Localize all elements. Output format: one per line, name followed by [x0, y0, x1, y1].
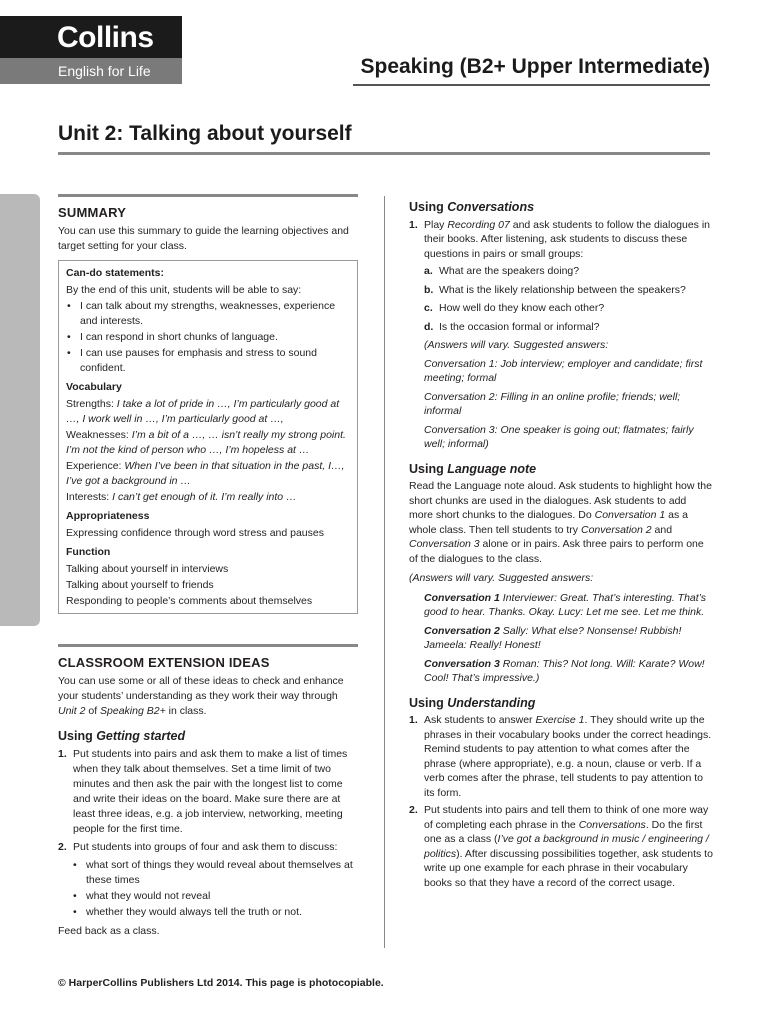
- appropriateness-text: Expressing confidence through word stress and pauses: [66, 527, 324, 539]
- intro-text: of: [85, 705, 101, 717]
- column-divider: [384, 196, 385, 948]
- question-letter: c.: [424, 302, 433, 314]
- vocab-text: I can’t get enough of it. I’m really into …: [112, 491, 297, 503]
- item-text: Put students into pairs and tell them to think of one more way of completing each phrase in the: [424, 804, 709, 831]
- note-text: and: [651, 523, 673, 536]
- language-answer: [409, 657, 713, 686]
- item-text: Play: [424, 218, 448, 231]
- unit-title: Unit 2: Talking about yourself: [58, 122, 352, 145]
- answer-item: [409, 423, 713, 452]
- answer-text: Sally: What else? Nonsense! Rubbish! Jameela: Really! Honest!: [424, 624, 682, 651]
- vocab-label: Weaknesses:: [66, 429, 132, 441]
- getting-started-item-1: [58, 747, 358, 837]
- vocab-label: Strengths:: [66, 398, 117, 410]
- vocab-label: Experience:: [66, 460, 125, 472]
- intro-unit: Unit 2: [58, 705, 86, 717]
- question-text: What are the speakers doing?: [439, 265, 580, 277]
- appropriateness-heading: Appropriateness: [66, 510, 150, 522]
- summary-intro: You can use this summary to guide the learning objectives and target setting for your class.: [58, 225, 349, 252]
- right-column: [409, 200, 713, 893]
- item-text: and ask students to follow the dialogues in their books. After listening, ask students to discuss these questions in pairs or small groups:: [424, 218, 711, 260]
- conversations-item-1: [409, 218, 713, 262]
- item-number: 2.: [409, 804, 418, 816]
- item-number: 1.: [58, 748, 67, 760]
- question-letter: d.: [424, 320, 434, 333]
- answer-label: Conversation 2: [424, 624, 500, 637]
- section-name: Conversations: [447, 200, 535, 214]
- conversation-ref: Conversation 1: [594, 509, 666, 521]
- can-do-item: • I can respond in short chunks of language.: [66, 330, 350, 345]
- collins-logo: [0, 16, 182, 84]
- vocabulary-heading: Vocabulary: [66, 381, 122, 393]
- function-item: Talking about yourself in interviews: [66, 563, 229, 575]
- book-title: Speaking (B2+ Upper Intermediate): [360, 55, 710, 78]
- copyright-footer: © HarperCollins Publishers Ltd 2014. This page is photocopiable.: [58, 977, 384, 989]
- answer-label: Conversation 1: [424, 591, 500, 604]
- vocab-label: Interests:: [66, 491, 113, 503]
- section-name: Understanding: [447, 695, 536, 710]
- answer-text: Interviewer: Great. That’s interesting. That’s good to hear. Thanks. Okay. Lucy: Let me see. Let me think.: [424, 591, 707, 618]
- answer-item: [409, 390, 713, 419]
- item-number: 1.: [409, 714, 418, 726]
- intro-text: in class.: [165, 705, 207, 717]
- can-do-item: • I can use pauses for emphasis and stress to sound confident.: [66, 346, 350, 376]
- question-d: [409, 320, 713, 335]
- question-c: [409, 301, 713, 316]
- extension-intro: [58, 674, 358, 719]
- vocab-interests: [66, 490, 350, 505]
- conversations-ref: Conversations: [578, 818, 646, 831]
- getting-started-item-2: [58, 840, 358, 855]
- extension-heading: CLASSROOM EXTENSION IDEAS: [58, 655, 270, 670]
- using-label: Using: [58, 729, 97, 743]
- question-b: [409, 283, 713, 298]
- answers-intro: [409, 338, 713, 353]
- section-name: Getting started: [96, 729, 186, 743]
- extension-rule: [58, 644, 358, 647]
- can-do-heading: Can-do statements:: [66, 267, 165, 279]
- summary-heading: SUMMARY: [58, 205, 127, 220]
- vocab-text: When I’ve been in that situation in the past, I…, I’ve got a background in …: [66, 460, 345, 487]
- vocab-text: I’m a bit of a …, … isn’t really my strong point. I’m not the kind of person who …, I’m hopeless at …: [66, 429, 346, 456]
- getting-started-heading: [58, 729, 358, 744]
- answer-text: Conversation 1: Job interview; employer and candidate; first meeting; formal: [424, 357, 703, 384]
- discussion-point: • what sort of things they would reveal about themselves at these times: [58, 858, 358, 888]
- answer-text: Conversation 2: Filling in an online profile; friends; well; informal: [424, 390, 681, 417]
- recording-name: Recording 07: [447, 218, 510, 231]
- function-item: Talking about yourself to friends: [66, 579, 214, 591]
- conversations-heading: [409, 200, 713, 215]
- vocab-strengths: [66, 397, 350, 427]
- language-answers-intro: [409, 571, 713, 586]
- header-rule: [353, 84, 710, 86]
- conversation-ref: Conversation 2: [580, 523, 652, 536]
- can-do-item: • I can talk about my strengths, weaknesses, experience and interests.: [66, 299, 350, 329]
- item-text: Put students into pairs and ask them to make a list of times when they talk about themselves. Set a time limit of two minutes and then ask the pair with the longest list to come and write their ideas on the board. Make sure there are at least three ideas, e.g. a job interview, networking, meeting people for the first time.: [73, 748, 348, 835]
- answers-intro-text: (Answers will vary. Suggested answers:: [409, 572, 594, 584]
- item-text: Put students into groups of four and ask them to discuss:: [73, 841, 338, 853]
- item-text: . Do the first one as a class (: [424, 818, 703, 845]
- vocab-experience: [66, 459, 350, 489]
- discussion-point: • what they would not reveal: [58, 889, 358, 904]
- question-text: What is the likely relationship between the speakers?: [439, 283, 686, 296]
- discussion-point: • whether they would always tell the truth or not.: [58, 905, 358, 920]
- item-text: . They should write up the phrases in their vocabulary books under the correct headings. Remind students to pay attention to what comes after the phrase (where appropriate), e.g. a noun, clause or verb. If a verb comes after the phrase, tell students to pay attention to its form.: [424, 714, 712, 799]
- note-text: alone or in pairs. Ask three pairs to perform one of the dialogues to the class.: [409, 538, 704, 565]
- item-text: Ask students to answer: [424, 714, 536, 726]
- answer-label: Conversation 3: [424, 657, 500, 670]
- note-text: Read the Language note aloud. Ask students to highlight how the short chunks are used in the dialogues. Ask students to add more short chunks to the dialogues. Do: [409, 480, 712, 521]
- using-label: Using: [409, 461, 448, 476]
- understanding-item-2: [409, 803, 713, 890]
- item-number: 1.: [409, 218, 418, 231]
- left-column: [58, 194, 358, 944]
- language-answer: [409, 591, 713, 620]
- can-do-intro: By the end of this unit, students will be able to say:: [66, 284, 302, 296]
- answers-intro-text: (Answers will vary. Suggested answers:: [424, 339, 609, 351]
- answer-text: Conversation 3: One speaker is going out; flatmates; fairly well; informal): [424, 423, 694, 450]
- exercise-ref: Exercise 1: [535, 714, 585, 726]
- unit-rule: [58, 152, 710, 155]
- conversation-ref: Conversation 3: [409, 538, 480, 550]
- question-letter: a.: [424, 265, 433, 277]
- item-text: ). After discussing possibilities together, ask students to write up one example for each phrase in their vocabulary books so that they have a record of the correct usage.: [424, 847, 713, 889]
- note-text: as a whole class. Then tell students to try: [409, 509, 688, 536]
- vocab-weaknesses: [66, 428, 350, 458]
- question-letter: b.: [424, 283, 434, 296]
- example-text: I’ve got a background in music / engineering / politics: [424, 833, 709, 860]
- feedback-text: Feed back as a class.: [58, 925, 160, 937]
- function-heading: Function: [66, 546, 111, 558]
- intro-book: Speaking B2+: [100, 705, 166, 717]
- side-tab: [0, 194, 40, 626]
- summary-box: [58, 260, 358, 614]
- item-number: 2.: [58, 841, 67, 853]
- understanding-heading: [409, 696, 713, 711]
- language-answer: [409, 624, 713, 653]
- question-text: Is the occasion formal or informal?: [439, 320, 600, 333]
- section-name: Language note: [447, 461, 537, 476]
- vocab-text: I take a lot of pride in …, I’m particularly good at …, I work well in …, I’m particularly good at …,: [66, 398, 340, 425]
- answer-item: [409, 357, 713, 386]
- logo-brand: Collins: [0, 16, 182, 58]
- language-note-text: [409, 479, 713, 566]
- intro-text: You can use some or all of these ideas to check and enhance your students’ understanding as they work their way through: [58, 675, 344, 702]
- logo-tagline: English for Life: [0, 58, 182, 84]
- question-a: [409, 264, 713, 279]
- using-label: Using: [409, 695, 448, 710]
- answer-text: Roman: This? Not long. Will: Karate? Wow! Cool! That’s impressive.): [424, 657, 705, 684]
- question-text: How well do they know each other?: [439, 302, 605, 314]
- function-item: Responding to people’s comments about themselves: [66, 595, 313, 607]
- language-note-heading: [409, 462, 713, 477]
- using-label: Using: [409, 200, 448, 214]
- understanding-item-1: [409, 713, 713, 800]
- summary-rule: [58, 194, 358, 197]
